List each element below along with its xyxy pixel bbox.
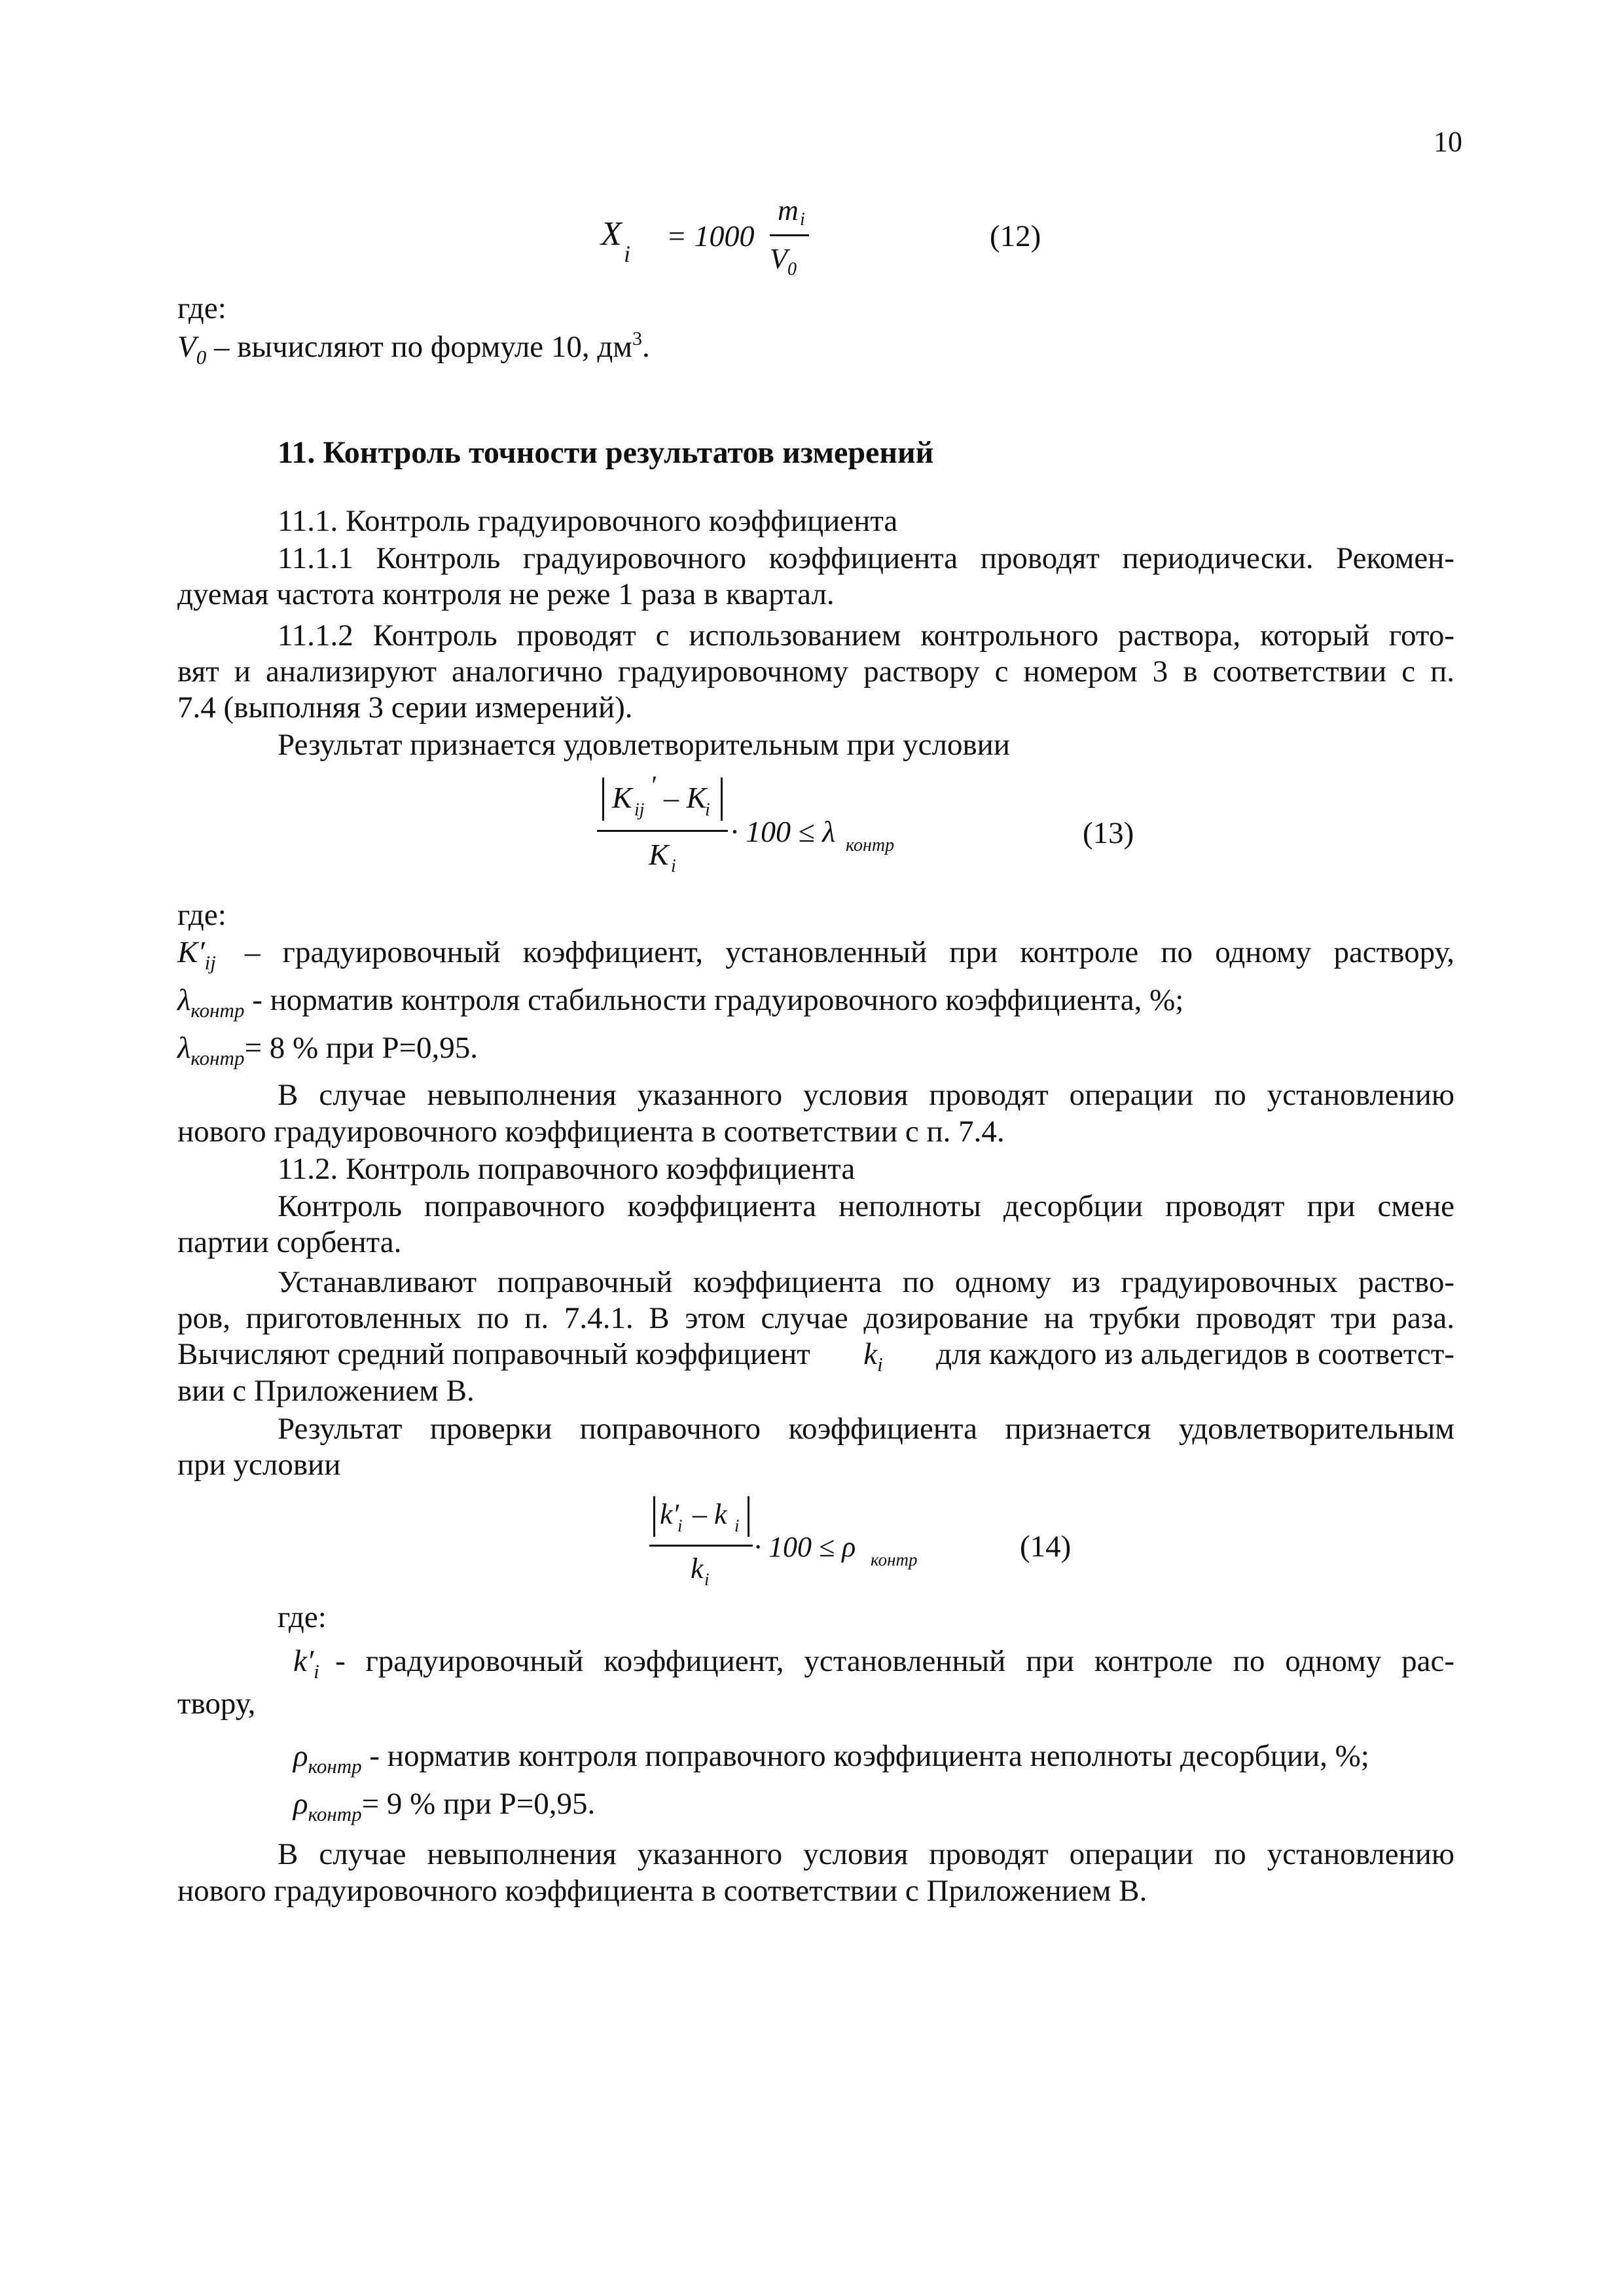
result2-line2: при условии xyxy=(177,1448,341,1482)
set-line1: Устанавливают поправочный коэффициента по одному из градуировочных раство- xyxy=(278,1265,1454,1299)
f12-lhs-sub: i xyxy=(624,241,631,267)
desorb-line1: Контроль поправочного коэффициента неполноты десорбции проводят при смене xyxy=(278,1189,1454,1223)
result-condition-1: Результат признается удовлетворительным при условии xyxy=(278,728,1010,762)
subsection-11-2: 11.2. Контроль поправочного коэффициента xyxy=(278,1152,856,1186)
kij-text: – градуировочный коэффициент, установленный при контроле по одному раствору, xyxy=(245,935,1454,969)
f12-eq: = 1000 xyxy=(666,219,755,253)
f12-den: V xyxy=(770,243,787,275)
where-label-2: где: xyxy=(177,898,226,932)
para-11-1-1-line2: дуемая частота контроля не реже 1 раза в квартал. xyxy=(177,577,835,611)
set-line3-b: для каждого из альдегидов в соответст- xyxy=(936,1337,1454,1371)
f13-rest: · 100 ≤ λ xyxy=(731,815,836,848)
f14-abs-bar-right xyxy=(748,1496,749,1537)
rho-value: = 9 % при Р=0,95. xyxy=(361,1787,596,1821)
fail1-line1: В случае невыполнения указанного условия проводят операции по установлению xyxy=(278,1078,1454,1112)
para-11-1-1-line1: 11.1.1 Контроль градуировочного коэффициента проводят периодически. Рекомен- xyxy=(278,541,1454,575)
where-label-1: где: xyxy=(177,291,226,325)
v0-definition xyxy=(177,329,650,367)
lambda-value-symbol: λ xyxy=(177,1031,191,1065)
f14-num-k: k′ xyxy=(660,1498,679,1530)
lambda-value-line xyxy=(177,1033,478,1068)
rho-text: - норматив контроля поправочного коэффициента неполноты десорбции, %; xyxy=(369,1739,1369,1773)
rho-symbol-sub: контр xyxy=(308,1755,362,1778)
lambda-symbol: λ xyxy=(177,983,191,1017)
ki-definition xyxy=(293,1646,319,1681)
ki-inline-sub: i xyxy=(877,1353,883,1376)
f13-num-minus: – K xyxy=(664,781,707,814)
result2-line1: Результат проверки поправочного коэффициента признается удовлетворительным xyxy=(278,1412,1454,1446)
f14-abs-bar-left xyxy=(653,1496,655,1537)
lambda-value: = 8 % при Р=0,95. xyxy=(244,1031,478,1065)
kij-definition xyxy=(177,937,216,973)
rho-value-sub: контр xyxy=(308,1803,362,1825)
para-11-1-2-line2: вят и анализируют аналогично градуировочному раствору с номером 3 в соответствии с п. xyxy=(177,655,1454,689)
rho-value-symbol: ρ xyxy=(293,1787,308,1821)
f13-fraction-line xyxy=(597,830,728,832)
f12-den-sub: 0 xyxy=(787,259,797,279)
f13-tag: (13) xyxy=(1083,816,1134,850)
f14-fraction-line xyxy=(649,1545,753,1547)
set-line4: вии с Приложением В. xyxy=(177,1374,475,1408)
f13-abs-bar-right xyxy=(721,778,723,821)
f14-num-sub1: i xyxy=(677,1516,683,1535)
fail2-line2: нового градуировочного коэффициента в соответствии с Приложением В. xyxy=(177,1874,1147,1908)
page-number: 10 xyxy=(1434,126,1462,158)
f12-tag: (12) xyxy=(990,219,1041,253)
f14-num-minus: – k xyxy=(693,1498,727,1530)
lambda-symbol-sub: контр xyxy=(190,999,245,1022)
kij-symbol: K′ xyxy=(177,935,205,969)
section-title: 11. Контроль точности результатов измерений xyxy=(278,435,934,470)
f14-den-sub: i xyxy=(704,1570,710,1589)
subsection-11-1: 11.1. Контроль градуировочного коэффициента xyxy=(278,504,898,538)
f13-num-k: K xyxy=(612,781,632,814)
f13-rest-sub: контр xyxy=(846,835,895,855)
ki-inline-symbol: k xyxy=(863,1337,878,1371)
ki-text: - градуировочный коэффициент, установленный при контроле по одному рас- xyxy=(335,1644,1454,1678)
para-11-1-2-line3: 7.4 (выполняя 3 серии измерений). xyxy=(177,691,633,725)
lambda-value-sub: контр xyxy=(190,1047,245,1069)
ki-text-continued: твору, xyxy=(177,1687,256,1721)
fail2-line1: В случае невыполнения указанного условия проводят операции по установлению xyxy=(278,1837,1454,1871)
v0-symbol: V xyxy=(177,330,196,364)
desorb-line2: партии сорбента. xyxy=(177,1225,402,1259)
v0-end: . xyxy=(642,330,650,364)
lambda-text: - норматив контроля стабильности градуировочного коэффициента, %; xyxy=(252,983,1184,1017)
f14-rest: · 100 ≤ ρ xyxy=(754,1531,856,1563)
rho-value-line xyxy=(293,1789,595,1824)
f14-num-sub2: i xyxy=(734,1516,740,1535)
f12-num: m xyxy=(778,194,799,226)
fail1-line2: нового градуировочного коэффициента в соответствии с п. 7.4. xyxy=(177,1115,1005,1149)
set-line3 xyxy=(177,1339,1454,1374)
where-label-3: где: xyxy=(278,1600,327,1634)
f13-num-sub1: ij xyxy=(634,800,645,820)
f13-den-sub: i xyxy=(671,856,676,876)
rho-definition xyxy=(293,1741,1369,1776)
f13-abs-bar-left xyxy=(602,778,604,821)
f14-rest-sub: контр xyxy=(871,1550,918,1570)
lambda-definition xyxy=(177,985,1183,1020)
f13-den: K xyxy=(649,838,669,871)
v0-symbol-sub: 0 xyxy=(196,346,207,368)
set-line3-k xyxy=(863,1339,883,1374)
v0-text: – вычисляют по формуле 10, дм xyxy=(206,330,633,364)
f14-tag: (14) xyxy=(1020,1530,1072,1564)
f14-den: k xyxy=(691,1552,704,1585)
v0-sup: 3 xyxy=(632,328,643,350)
f12-num-sub: i xyxy=(800,209,805,230)
kij-symbol-sub: ij xyxy=(204,951,216,974)
f12-fraction-line xyxy=(770,234,809,236)
ki-symbol-sub: i xyxy=(314,1660,319,1683)
para-11-1-2-line1: 11.1.2 Контроль проводят с использованием контрольного раствора, который гото- xyxy=(278,619,1454,653)
f13-num-sub2: i xyxy=(705,800,710,820)
ki-symbol: k′ xyxy=(293,1644,314,1678)
set-line3-a: Вычисляют средний поправочный коэффициент xyxy=(177,1337,810,1371)
rho-symbol: ρ xyxy=(293,1739,308,1773)
set-line2: ров, приготовленных по п. 7.4.1. В этом случае дозирование на трубки проводят три раза. xyxy=(177,1301,1454,1335)
f12-lhs: X xyxy=(601,215,622,253)
f13-prime: ′ xyxy=(650,770,656,800)
